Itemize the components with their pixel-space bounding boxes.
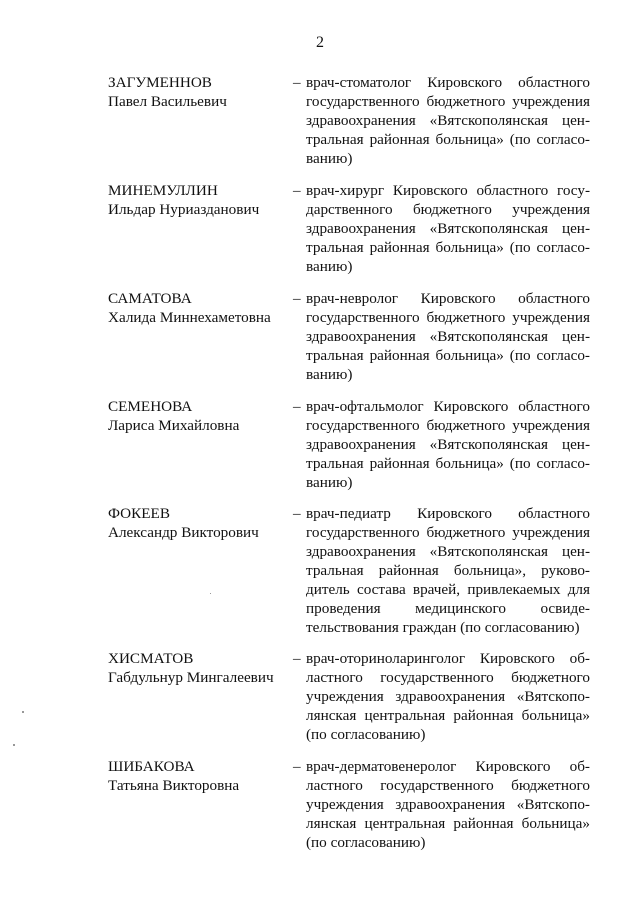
member-surname: МИНЕМУЛЛИН [108,182,218,199]
role-line: государственного бюджетного учреждения [306,417,590,434]
member-given-name: Александр Викторович [108,524,259,541]
member-role [306,181,590,276]
role-line: врач-оториноларинголог Кировского об- [306,650,590,667]
role-line: врач-хирург Кировского областного госу- [306,182,590,199]
list-item [108,504,598,637]
role-line: ластного государственного бюджетного [306,669,590,686]
member-name [108,504,288,637]
list-item [108,397,598,492]
role-line: врач-невролог Кировского областного [306,290,590,307]
role-line: здравоохранения «Вятскополянская цен- [306,220,590,237]
role-line: тральная районная больница» (по согласо- [306,455,590,472]
member-given-name: Лариса Михайловна [108,417,240,434]
member-given-name: Халида Миннехаметовна [108,309,271,326]
role-line: тельствования граждан (по согласованию) [306,619,580,636]
member-surname: САМАТОВА [108,290,192,307]
member-name [108,397,288,492]
role-line: тральная районная больница» (по согласо- [306,239,590,256]
member-role [306,73,590,168]
list-item [108,649,598,744]
role-line: ванию) [306,258,353,275]
member-role [306,649,590,744]
dash-separator: – [293,182,301,199]
member-role [306,757,590,852]
role-line: ванию) [306,150,353,167]
role-line: ванию) [306,474,353,491]
dash-separator: – [293,398,301,415]
role-line: учреждения здравоохранения «Вятскопо- [306,796,590,813]
role-line: учреждения здравоохранения «Вятскопо- [306,688,590,705]
member-role [306,397,590,492]
member-name [108,73,288,168]
member-given-name: Ильдар Нуриазданович [108,201,260,218]
member-given-name: Габдульнур Мингалеевич [108,669,274,686]
role-line: врач-педиатр Кировского областного [306,505,590,522]
role-line: тральная районная больница», руково- [306,562,590,579]
scan-speck [13,744,15,746]
role-line: государственного бюджетного учреждения [306,524,590,541]
list-item [108,757,598,852]
member-surname: ШИБАКОВА [108,758,195,775]
role-line: лянская центральная районная больница» [306,815,590,832]
dash-separator: – [293,74,301,91]
member-surname: ЗАГУМЕННОВ [108,74,212,91]
role-line: врач-стоматолог Кировского областного [306,74,590,91]
role-line: ластного государственного бюджетного [306,777,590,794]
role-line: здравоохранения «Вятскополянская цен- [306,436,590,453]
role-line: (по согласованию) [306,834,426,851]
role-line: врач-офтальмолог Кировского областного [306,398,590,415]
role-line: здравоохранения «Вятскополянская цен- [306,543,590,560]
member-name [108,757,288,852]
role-line: государственного бюджетного учреждения [306,309,590,326]
member-surname: ХИСМАТОВ [108,650,194,667]
dash-separator: – [293,650,301,667]
role-line: ванию) [306,366,353,383]
role-line: проведения медицинского освиде- [306,600,590,617]
role-line: (по согласованию) [306,726,426,743]
list-item [108,181,598,276]
member-name [108,181,288,276]
list-item [108,73,598,168]
page-number: 2 [316,34,324,51]
role-line: тральная районная больница» (по согласо- [306,347,590,364]
role-line: врач-дерматовенеролог Кировского об- [306,758,590,775]
member-surname: СЕМЕНОВА [108,398,193,415]
member-name [108,289,288,384]
scan-speck [22,711,24,713]
member-surname: ФОКЕЕВ [108,505,170,522]
member-given-name: Татьяна Викторовна [108,777,240,794]
member-role [306,289,590,384]
role-line: дитель состава врачей, привлекаемых для [306,581,590,598]
dash-separator: – [293,758,301,775]
role-line: дарственного бюджетного учреждения [306,201,590,218]
role-line: здравоохранения «Вятскополянская цен- [306,328,590,345]
dash-separator: – [293,290,301,307]
role-line: лянская центральная районная больница» [306,707,590,724]
dash-separator: – [293,505,301,522]
member-given-name: Павел Васильевич [108,93,227,110]
role-line: здравоохранения «Вятскополянская цен- [306,112,590,129]
role-line: тральная районная больница» (по согласо- [306,131,590,148]
member-role [306,504,590,637]
scan-speck [210,593,211,594]
list-item [108,289,598,384]
role-line: государственного бюджетного учреждения [306,93,590,110]
member-name [108,649,288,744]
